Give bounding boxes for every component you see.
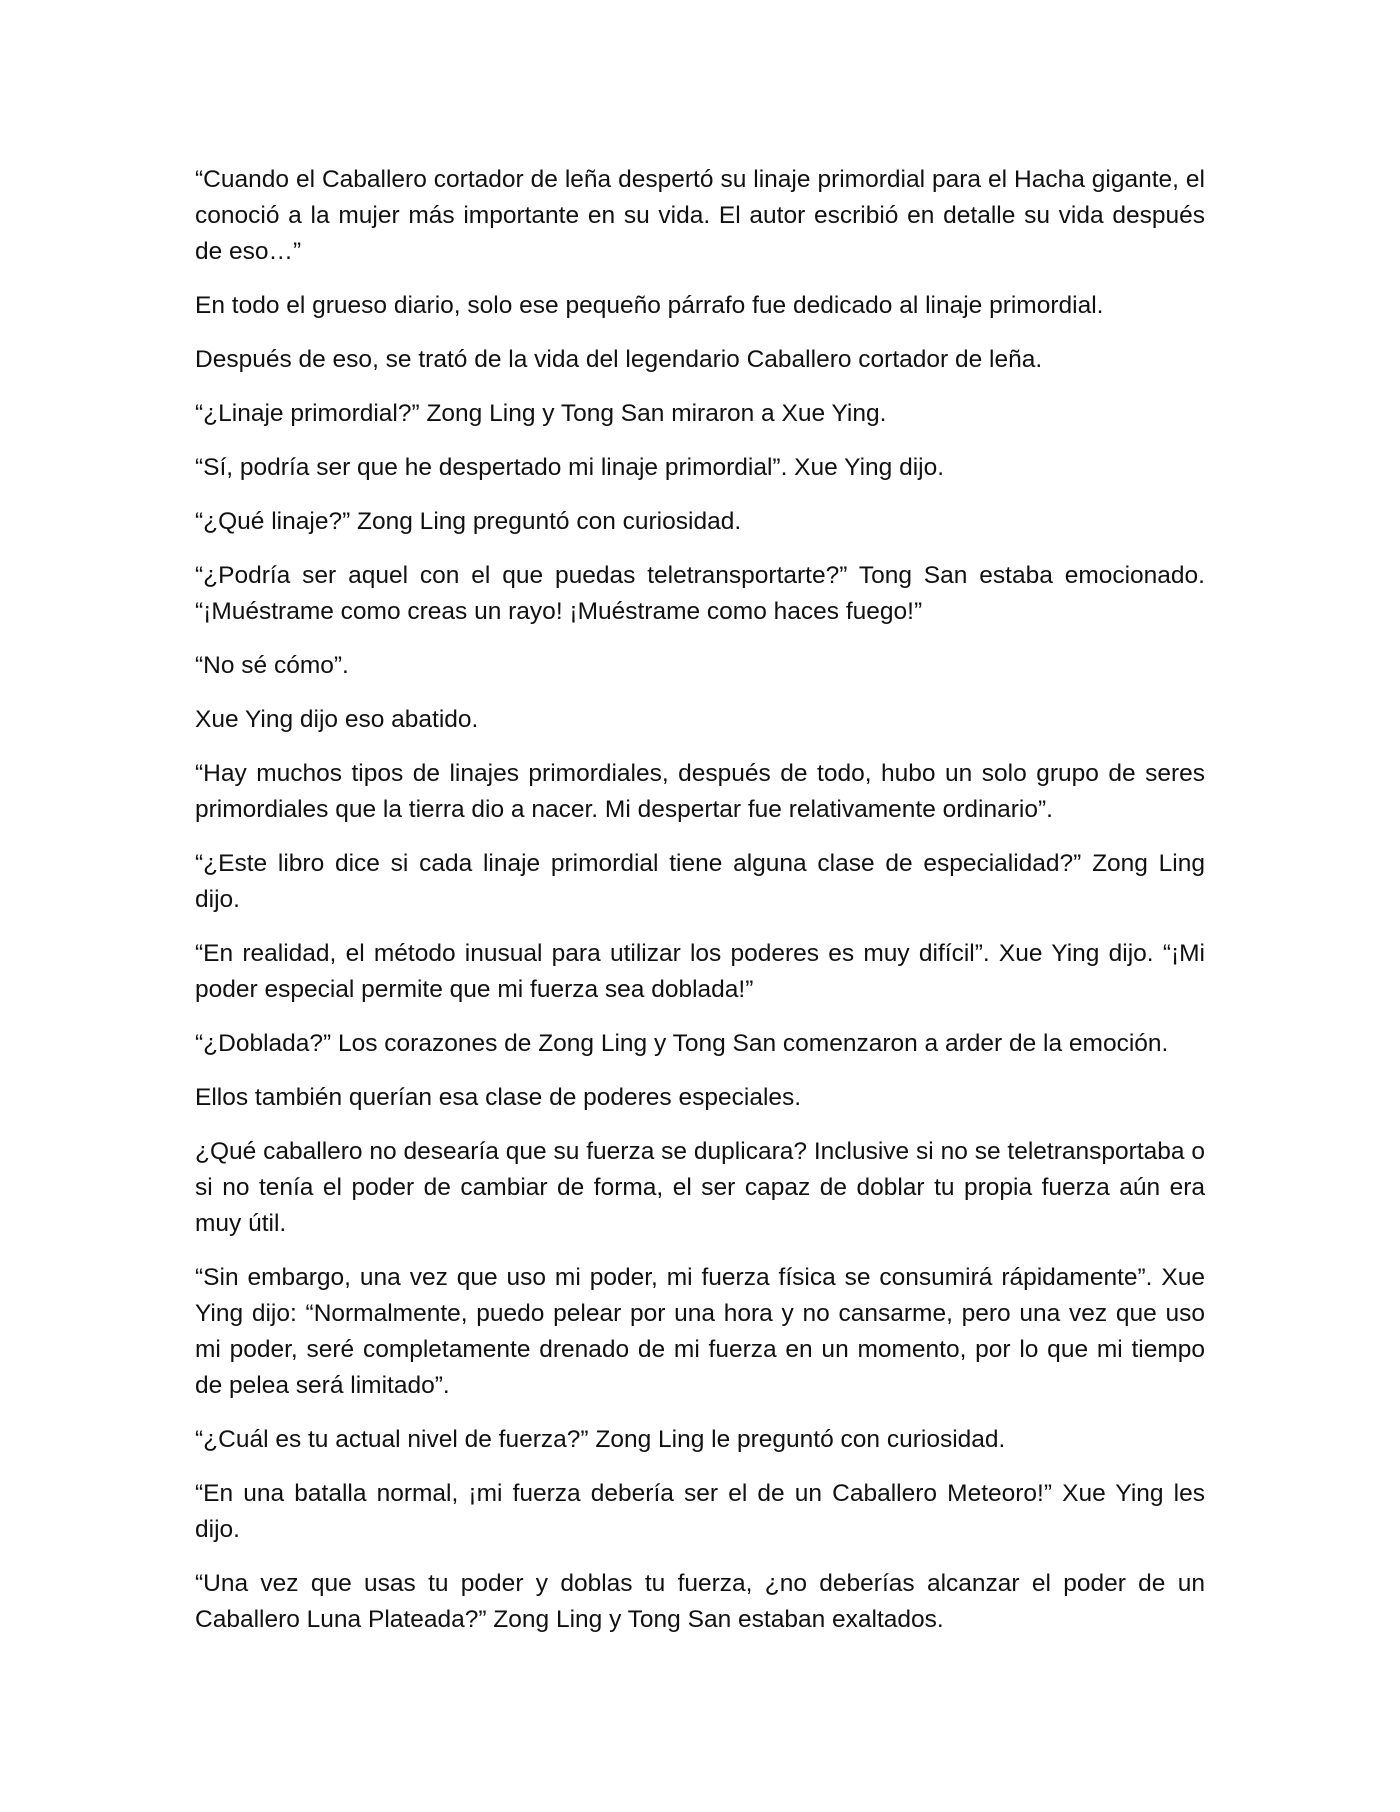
paragraph-13: “¿Doblada?” Los corazones de Zong Ling y Tong San comenzaron a arder de la emoción. [195, 1030, 1169, 1057]
paragraph-17: “¿Cuál es tu actual nivel de fuerza?” Zong Ling le preguntó con curiosidad. [195, 1426, 1006, 1453]
paragraph-1: “Cuando el Caballero cortador de leña despertó su linaje primordial para el Hacha gigante, el conoció a la mujer más importante en su vida. El autor escribió en detalle su vida después de eso…” [195, 166, 1205, 265]
paragraph-8: “No sé cómo”. [195, 652, 349, 679]
paragraph-2: En todo el grueso diario, solo ese pequeño párrafo fue dedicado al linaje primordial. [195, 292, 1104, 319]
paragraph-19: “Una vez que usas tu poder y doblas tu fuerza, ¿no deberías alcanzar el poder de un Caballero Luna Plateada?” Zong Ling y Tong San estaban exaltados. [195, 1570, 1205, 1633]
paragraph-11: “¿Este libro dice si cada linaje primordial tiene alguna clase de especialidad?” Zong Ling dijo. [195, 850, 1205, 913]
paragraph-15: ¿Qué caballero no desearía que su fuerza se duplicara? Inclusive si no se teletransportaba o si no tenía el poder de cambiar de forma, el ser capaz de doblar tu propia fuerza aún era muy útil. [195, 1138, 1205, 1237]
paragraph-4: “¿Linaje primordial?” Zong Ling y Tong San miraron a Xue Ying. [195, 400, 887, 427]
paragraph-7: “¿Podría ser aquel con el que puedas teletransportarte?” Tong San estaba emocionado. “¡Muéstrame como creas un rayo! ¡Muéstrame como haces fuego!” [195, 562, 1205, 625]
paragraph-6: “¿Qué linaje?” Zong Ling preguntó con curiosidad. [195, 508, 742, 535]
document-body [195, 162, 1205, 1656]
paragraph-5: “Sí, podría ser que he despertado mi linaje primordial”. Xue Ying dijo. [195, 454, 945, 481]
paragraph-3: Después de eso, se trató de la vida del legendario Caballero cortador de leña. [195, 346, 1043, 373]
paragraph-16: “Sin embargo, una vez que uso mi poder, mi fuerza física se consumirá rápidamente”. Xue Ying dijo: “Normalmente, puedo pelear por una hora y no cansarme, pero una vez que uso mi poder, seré completamente drenado de mi fuerza en un momento, por lo que mi tiempo de pelea será limitado”. [195, 1264, 1205, 1399]
paragraph-14: Ellos también querían esa clase de poderes especiales. [195, 1084, 802, 1111]
paragraph-10: “Hay muchos tipos de linajes primordiales, después de todo, hubo un solo grupo de seres primordiales que la tierra dio a nacer. Mi despertar fue relativamente ordinario”. [195, 760, 1205, 823]
paragraph-18: “En una batalla normal, ¡mi fuerza debería ser el de un Caballero Meteoro!” Xue Ying les dijo. [195, 1480, 1205, 1543]
paragraph-9: Xue Ying dijo eso abatido. [195, 706, 479, 733]
paragraph-12: “En realidad, el método inusual para utilizar los poderes es muy difícil”. Xue Ying dijo. “¡Mi poder especial permite que mi fuerza sea doblada!” [195, 940, 1205, 1003]
